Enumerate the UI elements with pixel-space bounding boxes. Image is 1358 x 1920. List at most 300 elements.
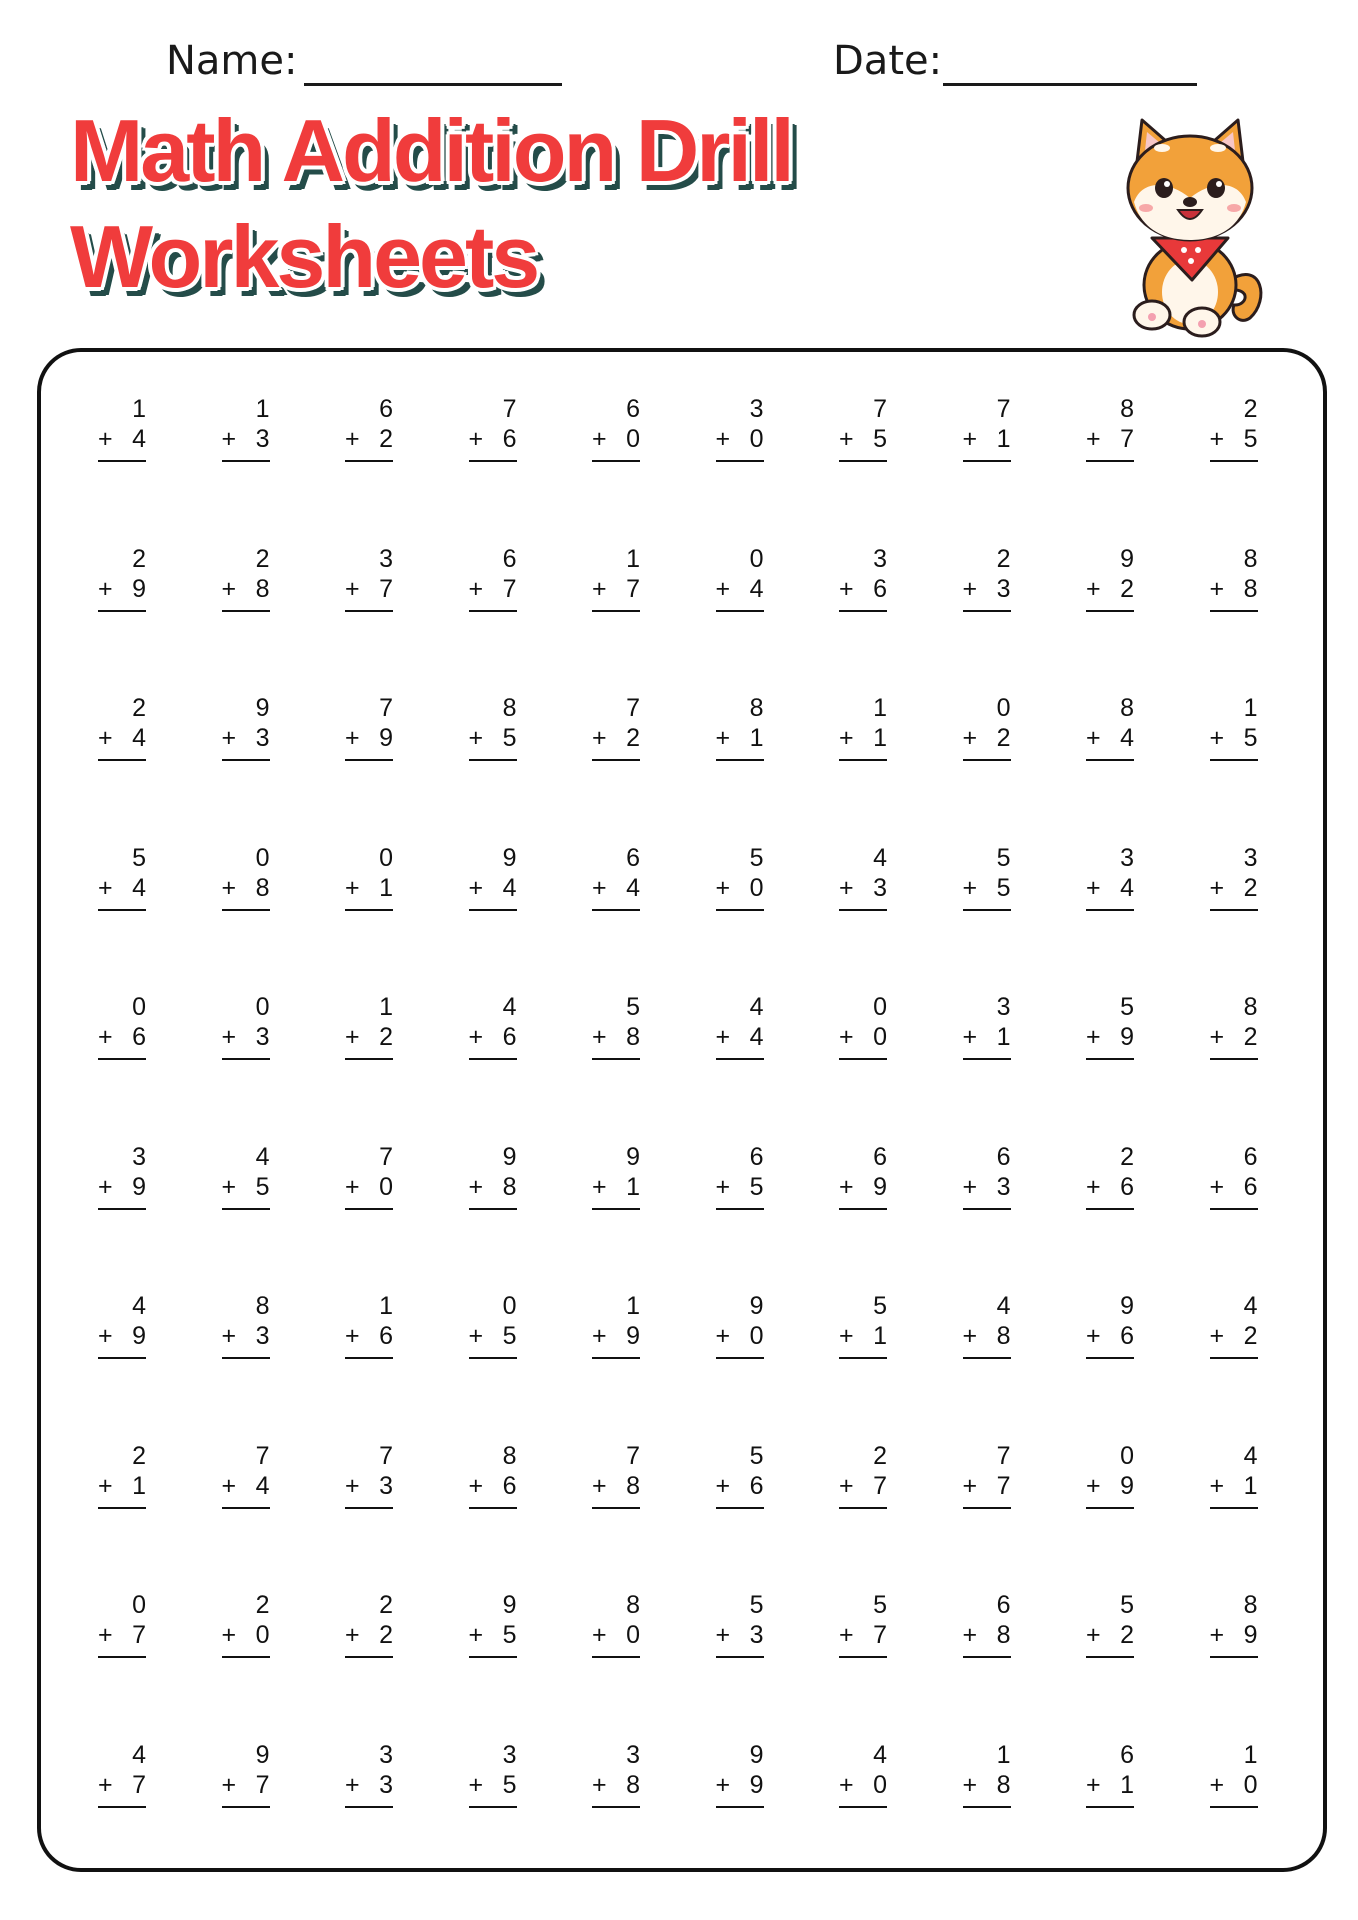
answer-line: [1086, 1208, 1134, 1210]
addend-top: 7: [873, 395, 887, 423]
addend-bottom: 0: [749, 1322, 764, 1350]
addition-problem: [98, 1441, 146, 1511]
plus-sign: +: [1209, 425, 1225, 453]
addend-top: 3: [1243, 843, 1258, 872]
addition-problem: [592, 1441, 640, 1511]
plus-sign: +: [221, 1172, 237, 1201]
addend-bottom: 8: [255, 574, 270, 603]
answer-line: [222, 1656, 270, 1658]
answer-line: [716, 909, 764, 911]
plus-sign: +: [592, 1770, 607, 1799]
plus-sign: +: [98, 1621, 113, 1649]
addend-bottom-row: [98, 1770, 146, 1800]
addend-top: 3: [626, 1740, 640, 1769]
addend-top: 4: [132, 1292, 146, 1320]
plus-sign: +: [839, 1172, 854, 1201]
addition-problem: [963, 394, 1011, 464]
addend-top: 7: [626, 694, 640, 722]
addition-problem: [839, 1740, 887, 1810]
addend-top: 5: [996, 843, 1011, 872]
addend-top: 7: [626, 1441, 640, 1470]
addition-problem: [1210, 1441, 1258, 1511]
addend-top: 2: [132, 1441, 146, 1470]
plus-sign: +: [1086, 1322, 1101, 1350]
addend-top: 4: [873, 1740, 887, 1769]
plus-sign: +: [1209, 1172, 1225, 1201]
addend-top: 6: [996, 1142, 1011, 1171]
addend-bottom: 2: [379, 1023, 393, 1051]
plus-sign: +: [221, 574, 237, 603]
plus-sign: +: [715, 873, 731, 902]
addition-problem: [592, 1142, 640, 1212]
answer-line: [222, 460, 270, 462]
addend-bottom-row: [1086, 723, 1134, 753]
addition-problem: [98, 693, 146, 763]
addition-problem: [1210, 544, 1258, 614]
addend-bottom: 8: [626, 1471, 640, 1500]
addend-bottom-row: [1210, 1770, 1258, 1800]
addend-bottom: 9: [379, 724, 393, 752]
addition-problem: [1210, 1590, 1258, 1660]
addend-bottom: 4: [749, 574, 764, 603]
addition-problem: [345, 992, 393, 1062]
addition-problem: [345, 1142, 393, 1212]
addend-top: 0: [873, 993, 887, 1021]
addend-top: 6: [1243, 1142, 1258, 1171]
addend-bottom-row: [716, 723, 764, 753]
plus-sign: +: [1209, 574, 1225, 603]
addend-bottom-row: [1210, 1172, 1258, 1202]
addend-bottom-row: [222, 1770, 270, 1800]
addend-bottom-row: [1210, 1471, 1258, 1501]
answer-line: [1086, 1806, 1134, 1808]
plus-sign: +: [1086, 724, 1101, 752]
addition-problem: [963, 1740, 1011, 1810]
plus-sign: +: [839, 425, 854, 453]
title-line-2: Worksheets: [70, 207, 538, 306]
addend-bottom-row: [963, 1321, 1011, 1351]
addend-bottom-row: [1210, 424, 1258, 454]
addend-bottom-row: [839, 574, 887, 604]
addition-problem: [1086, 693, 1134, 763]
addend-bottom-row: [345, 1620, 393, 1650]
addend-top: 1: [379, 993, 393, 1021]
addend-top: 2: [1243, 395, 1258, 423]
addition-problem: [716, 992, 764, 1062]
addend-top: 0: [379, 843, 393, 872]
addend-bottom: 0: [749, 425, 764, 453]
addend-top: 3: [873, 544, 887, 573]
plus-sign: +: [1209, 1770, 1225, 1799]
addend-bottom-row: [1210, 574, 1258, 604]
addend-bottom-row: [469, 1022, 517, 1052]
answer-line: [98, 1058, 146, 1060]
addition-problem: [839, 544, 887, 614]
addend-top: 3: [132, 1142, 146, 1171]
addition-problem: [222, 1740, 270, 1810]
plus-sign: +: [715, 1322, 731, 1350]
addend-bottom: 7: [132, 1770, 146, 1799]
addend-bottom: 8: [255, 873, 270, 902]
addend-top: 8: [1120, 395, 1134, 423]
plus-sign: +: [468, 1621, 484, 1649]
addition-problem: [345, 693, 393, 763]
plus-sign: +: [98, 1770, 113, 1799]
addend-top: 0: [255, 843, 270, 872]
addend-bottom-row: [592, 424, 640, 454]
addend-top: 2: [996, 544, 1011, 573]
addition-problem: [716, 1441, 764, 1511]
answer-line: [963, 1656, 1011, 1658]
addend-bottom: 0: [626, 1621, 640, 1649]
answer-line: [839, 909, 887, 911]
addend-bottom: 5: [502, 724, 517, 752]
addend-bottom: 7: [873, 1471, 887, 1500]
answer-line: [592, 1656, 640, 1658]
plus-sign: +: [1086, 574, 1101, 603]
answer-line: [345, 1208, 393, 1210]
addend-top: 6: [1120, 1740, 1134, 1769]
plus-sign: +: [345, 724, 360, 752]
addition-problem: [98, 1590, 146, 1660]
addend-top: 6: [749, 1142, 764, 1171]
addend-bottom: 7: [873, 1621, 887, 1649]
addend-bottom-row: [963, 574, 1011, 604]
addition-problem: [592, 544, 640, 614]
addend-bottom: 3: [255, 1023, 270, 1051]
answer-line: [222, 909, 270, 911]
plus-sign: +: [1086, 1770, 1101, 1799]
addend-top: 1: [873, 694, 887, 722]
addend-top: 1: [1243, 694, 1258, 722]
addend-top: 1: [626, 544, 640, 573]
addend-bottom: 1: [873, 724, 887, 752]
addend-top: 2: [255, 1591, 270, 1619]
addend-bottom-row: [1210, 723, 1258, 753]
addend-bottom-row: [839, 1770, 887, 1800]
plus-sign: +: [468, 724, 484, 752]
addend-bottom-row: [592, 1321, 640, 1351]
addend-bottom: 4: [749, 1023, 764, 1051]
plus-sign: +: [98, 1322, 113, 1350]
addition-problem: [345, 544, 393, 614]
answer-line: [1086, 1357, 1134, 1359]
addition-problem: [839, 992, 887, 1062]
plus-sign: +: [1209, 724, 1225, 752]
addend-bottom: 8: [996, 1322, 1011, 1350]
plus-sign: +: [592, 1172, 607, 1201]
addition-problem: [1086, 1740, 1134, 1810]
problem-grid: [41, 352, 1323, 1868]
addend-bottom: 4: [132, 425, 146, 453]
addend-bottom-row: [222, 574, 270, 604]
addend-bottom-row: [469, 723, 517, 753]
addend-bottom: 2: [1243, 873, 1258, 902]
addend-bottom: 1: [1243, 1471, 1258, 1500]
addend-bottom: 0: [1243, 1770, 1258, 1799]
addend-bottom: 6: [502, 425, 517, 453]
addend-top: 4: [255, 1142, 270, 1171]
addend-top: 3: [379, 544, 393, 573]
answer-line: [1086, 1058, 1134, 1060]
addend-top: 2: [873, 1441, 887, 1470]
addend-bottom: 1: [132, 1471, 146, 1500]
addend-bottom-row: [716, 1770, 764, 1800]
addition-problem: [345, 1291, 393, 1361]
addend-bottom: 3: [873, 873, 887, 902]
addend-bottom: 6: [502, 1023, 517, 1051]
answer-line: [592, 460, 640, 462]
answer-line: [1210, 1058, 1258, 1060]
addition-problem: [222, 843, 270, 913]
addend-bottom-row: [839, 1172, 887, 1202]
addend-bottom-row: [469, 873, 517, 903]
answer-line: [839, 759, 887, 761]
addend-bottom: 5: [502, 1322, 517, 1350]
problems-box: [37, 348, 1327, 1872]
addend-bottom-row: [592, 723, 640, 753]
addend-bottom-row: [963, 1770, 1011, 1800]
plus-sign: +: [98, 1172, 113, 1201]
addend-bottom: 4: [132, 873, 146, 902]
addend-bottom-row: [345, 1321, 393, 1351]
addend-bottom: 9: [749, 1770, 764, 1799]
answer-line: [345, 1357, 393, 1359]
addend-bottom-row: [1086, 1471, 1134, 1501]
addition-problem: [716, 843, 764, 913]
addend-top: 7: [379, 1142, 393, 1171]
addition-problem: [469, 693, 517, 763]
addend-bottom: 3: [379, 1471, 393, 1500]
answer-line: [1086, 1507, 1134, 1509]
addition-problem: [345, 394, 393, 464]
plus-sign: +: [592, 574, 607, 603]
addend-top: 7: [379, 1441, 393, 1470]
addition-problem: [839, 394, 887, 464]
addend-top: 3: [749, 395, 764, 423]
answer-line: [469, 909, 517, 911]
answer-line: [963, 909, 1011, 911]
addend-bottom: 2: [379, 1621, 393, 1649]
date-label: Date:: [833, 38, 943, 84]
answer-line: [1210, 1208, 1258, 1210]
plus-sign: +: [592, 724, 607, 752]
answer-line: [98, 1656, 146, 1658]
plus-sign: +: [962, 425, 978, 453]
addend-top: 5: [1120, 993, 1134, 1021]
addend-bottom: 5: [502, 1621, 517, 1649]
answer-line: [716, 1208, 764, 1210]
addend-top: 2: [379, 1591, 393, 1619]
answer-line: [963, 1208, 1011, 1210]
plus-sign: +: [1086, 1621, 1101, 1649]
addend-bottom-row: [592, 1770, 640, 1800]
addend-bottom: 3: [255, 425, 270, 453]
answer-line: [469, 1806, 517, 1808]
addend-top: 0: [502, 1292, 517, 1320]
addend-bottom: 5: [749, 1172, 764, 1201]
answer-line: [1210, 1656, 1258, 1658]
addition-problem: [1210, 1291, 1258, 1361]
plus-sign: +: [839, 574, 854, 603]
addend-top: 9: [502, 1142, 517, 1171]
plus-sign: +: [1209, 1621, 1225, 1649]
addend-bottom: 0: [626, 425, 640, 453]
answer-line: [1210, 610, 1258, 612]
addition-problem: [98, 843, 146, 913]
addend-top: 1: [996, 1740, 1011, 1769]
addend-bottom: 9: [1120, 1023, 1134, 1051]
plus-sign: +: [98, 1023, 113, 1051]
answer-line: [222, 1357, 270, 1359]
addition-problem: [716, 1740, 764, 1810]
addend-bottom-row: [345, 424, 393, 454]
addend-bottom-row: [716, 1022, 764, 1052]
addend-bottom-row: [345, 1770, 393, 1800]
addend-bottom: 6: [1120, 1322, 1134, 1350]
plus-sign: +: [592, 425, 607, 453]
plus-sign: +: [221, 1322, 237, 1350]
addend-top: 1: [379, 1292, 393, 1320]
plus-sign: +: [962, 574, 978, 603]
addition-problem: [469, 1142, 517, 1212]
addend-bottom: 2: [996, 724, 1011, 752]
addend-top: 1: [1243, 1740, 1258, 1769]
addend-bottom-row: [839, 1321, 887, 1351]
addend-bottom: 0: [255, 1621, 270, 1649]
addend-bottom: 8: [1243, 574, 1258, 603]
addend-top: 3: [502, 1740, 517, 1769]
answer-line: [469, 1058, 517, 1060]
plus-sign: +: [1086, 873, 1101, 902]
plus-sign: +: [468, 425, 484, 453]
addend-top: 0: [996, 694, 1011, 722]
plus-sign: +: [345, 1621, 360, 1649]
addend-bottom: 4: [132, 724, 146, 752]
addend-bottom: 1: [749, 724, 764, 752]
plus-sign: +: [1209, 1471, 1225, 1500]
addend-top: 4: [132, 1740, 146, 1769]
addend-top: 7: [996, 1441, 1011, 1470]
addend-bottom: 8: [626, 1770, 640, 1799]
plus-sign: +: [715, 1023, 731, 1051]
answer-line: [345, 909, 393, 911]
answer-line: [839, 1058, 887, 1060]
answer-line: [839, 1656, 887, 1658]
plus-sign: +: [962, 1621, 978, 1649]
addition-problem: [222, 1441, 270, 1511]
addend-bottom-row: [839, 1620, 887, 1650]
addition-problem: [222, 1590, 270, 1660]
addition-problem: [963, 1142, 1011, 1212]
answer-line: [963, 1507, 1011, 1509]
addend-bottom-row: [222, 873, 270, 903]
addend-bottom: 1: [996, 1023, 1011, 1051]
plus-sign: +: [715, 425, 731, 453]
answer-line: [1086, 759, 1134, 761]
plus-sign: +: [221, 1621, 237, 1649]
addend-bottom-row: [1210, 873, 1258, 903]
addend-top: 9: [502, 843, 517, 872]
addition-problem: [469, 394, 517, 464]
plus-sign: +: [98, 873, 113, 902]
plus-sign: +: [839, 724, 854, 752]
addend-bottom-row: [222, 1172, 270, 1202]
addition-problem: [345, 1740, 393, 1810]
answer-line: [345, 460, 393, 462]
addition-problem: [963, 1441, 1011, 1511]
addend-bottom-row: [716, 873, 764, 903]
answer-line: [839, 1357, 887, 1359]
addend-bottom: 6: [502, 1471, 517, 1500]
answer-line: [98, 1208, 146, 1210]
plus-sign: +: [221, 724, 237, 752]
addition-problem: [1210, 843, 1258, 913]
addition-problem: [222, 992, 270, 1062]
addend-bottom: 2: [1243, 1322, 1258, 1350]
addition-problem: [1210, 394, 1258, 464]
addition-problem: [222, 1291, 270, 1361]
plus-sign: +: [962, 1322, 978, 1350]
addend-bottom-row: [469, 1620, 517, 1650]
answer-line: [963, 1357, 1011, 1359]
addend-bottom-row: [592, 1172, 640, 1202]
plus-sign: +: [715, 1471, 731, 1500]
answer-line: [469, 1656, 517, 1658]
addition-problem: [839, 1142, 887, 1212]
addition-problem: [963, 1590, 1011, 1660]
addend-bottom-row: [469, 574, 517, 604]
date-field[interactable]: [833, 38, 1197, 90]
addend-bottom: 3: [255, 1322, 270, 1350]
addend-bottom-row: [1210, 1022, 1258, 1052]
addend-bottom: 1: [873, 1322, 887, 1350]
addend-bottom-row: [1086, 424, 1134, 454]
answer-line: [839, 460, 887, 462]
name-blank-line: [304, 83, 562, 86]
answer-line: [963, 1806, 1011, 1808]
addition-problem: [469, 1590, 517, 1660]
addition-problem: [222, 693, 270, 763]
addend-bottom: 5: [255, 1172, 270, 1201]
addend-top: 4: [873, 843, 887, 872]
addend-top: 9: [255, 694, 270, 722]
answer-line: [839, 610, 887, 612]
addend-bottom-row: [963, 1022, 1011, 1052]
addend-bottom-row: [716, 1471, 764, 1501]
page-title: [70, 98, 870, 310]
addend-top: 1: [255, 395, 270, 423]
addend-bottom-row: [963, 1172, 1011, 1202]
plus-sign: +: [962, 873, 978, 902]
addend-bottom: 0: [749, 873, 764, 902]
addition-problem: [716, 544, 764, 614]
addend-bottom-row: [716, 1620, 764, 1650]
addend-top: 8: [1243, 993, 1258, 1021]
name-field[interactable]: [166, 38, 562, 90]
answer-line: [716, 759, 764, 761]
addend-top: 6: [626, 395, 640, 423]
addend-bottom-row: [98, 1172, 146, 1202]
addition-problem: [1210, 1142, 1258, 1212]
plus-sign: +: [345, 425, 360, 453]
addend-top: 1: [132, 395, 146, 423]
addition-problem: [963, 843, 1011, 913]
shiba-dog-icon: [1112, 110, 1272, 340]
addition-problem: [345, 1441, 393, 1511]
addend-top: 1: [626, 1292, 640, 1320]
addition-problem: [1086, 843, 1134, 913]
